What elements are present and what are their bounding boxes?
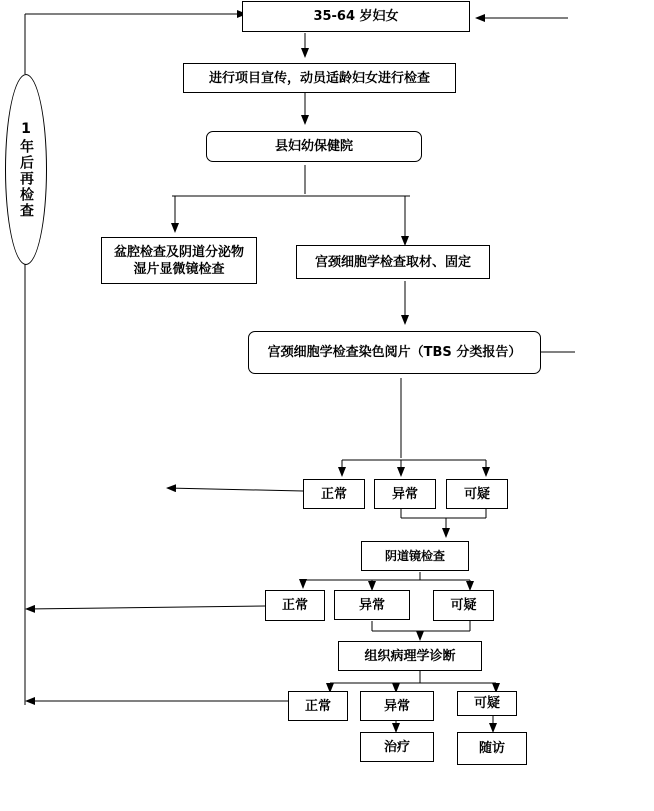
cytology-reading-box: 宫颈细胞学检查染色阅片（TBS 分类报告） — [248, 331, 541, 374]
pathology-suspicious-box: 可疑 — [457, 691, 517, 716]
colposcopy-abnormal-box: 异常 — [334, 590, 410, 620]
pathology-abnormal-box: 异常 — [360, 691, 434, 721]
treatment-box: 治疗 — [360, 732, 434, 762]
follow-up-box: 随访 — [457, 732, 527, 765]
cytology-abnormal-box: 异常 — [374, 479, 436, 509]
cytology-normal-box: 正常 — [303, 479, 365, 509]
publicity-box: 进行项目宣传，动员适龄妇女进行检查 — [183, 63, 456, 93]
colposcopy-suspicious-box: 可疑 — [433, 590, 494, 621]
cytology-suspicious-box: 可疑 — [446, 479, 508, 509]
recheck-ellipse: 1年后再检查 — [5, 74, 47, 265]
cytology-sampling-box: 宫颈细胞学检查取材、固定 — [296, 245, 490, 279]
start-box: 35-64 岁妇女 — [242, 1, 470, 32]
colposcopy-box: 阴道镜检查 — [361, 541, 469, 571]
pelvic-exam-box: 盆腔检查及阴道分泌物湿片显微镜检查 — [101, 237, 257, 284]
pathology-normal-box: 正常 — [288, 691, 348, 721]
pathology-box: 组织病理学诊断 — [338, 641, 482, 671]
county-hospital-box: 县妇幼保健院 — [206, 131, 422, 162]
colposcopy-normal-box: 正常 — [265, 590, 325, 621]
